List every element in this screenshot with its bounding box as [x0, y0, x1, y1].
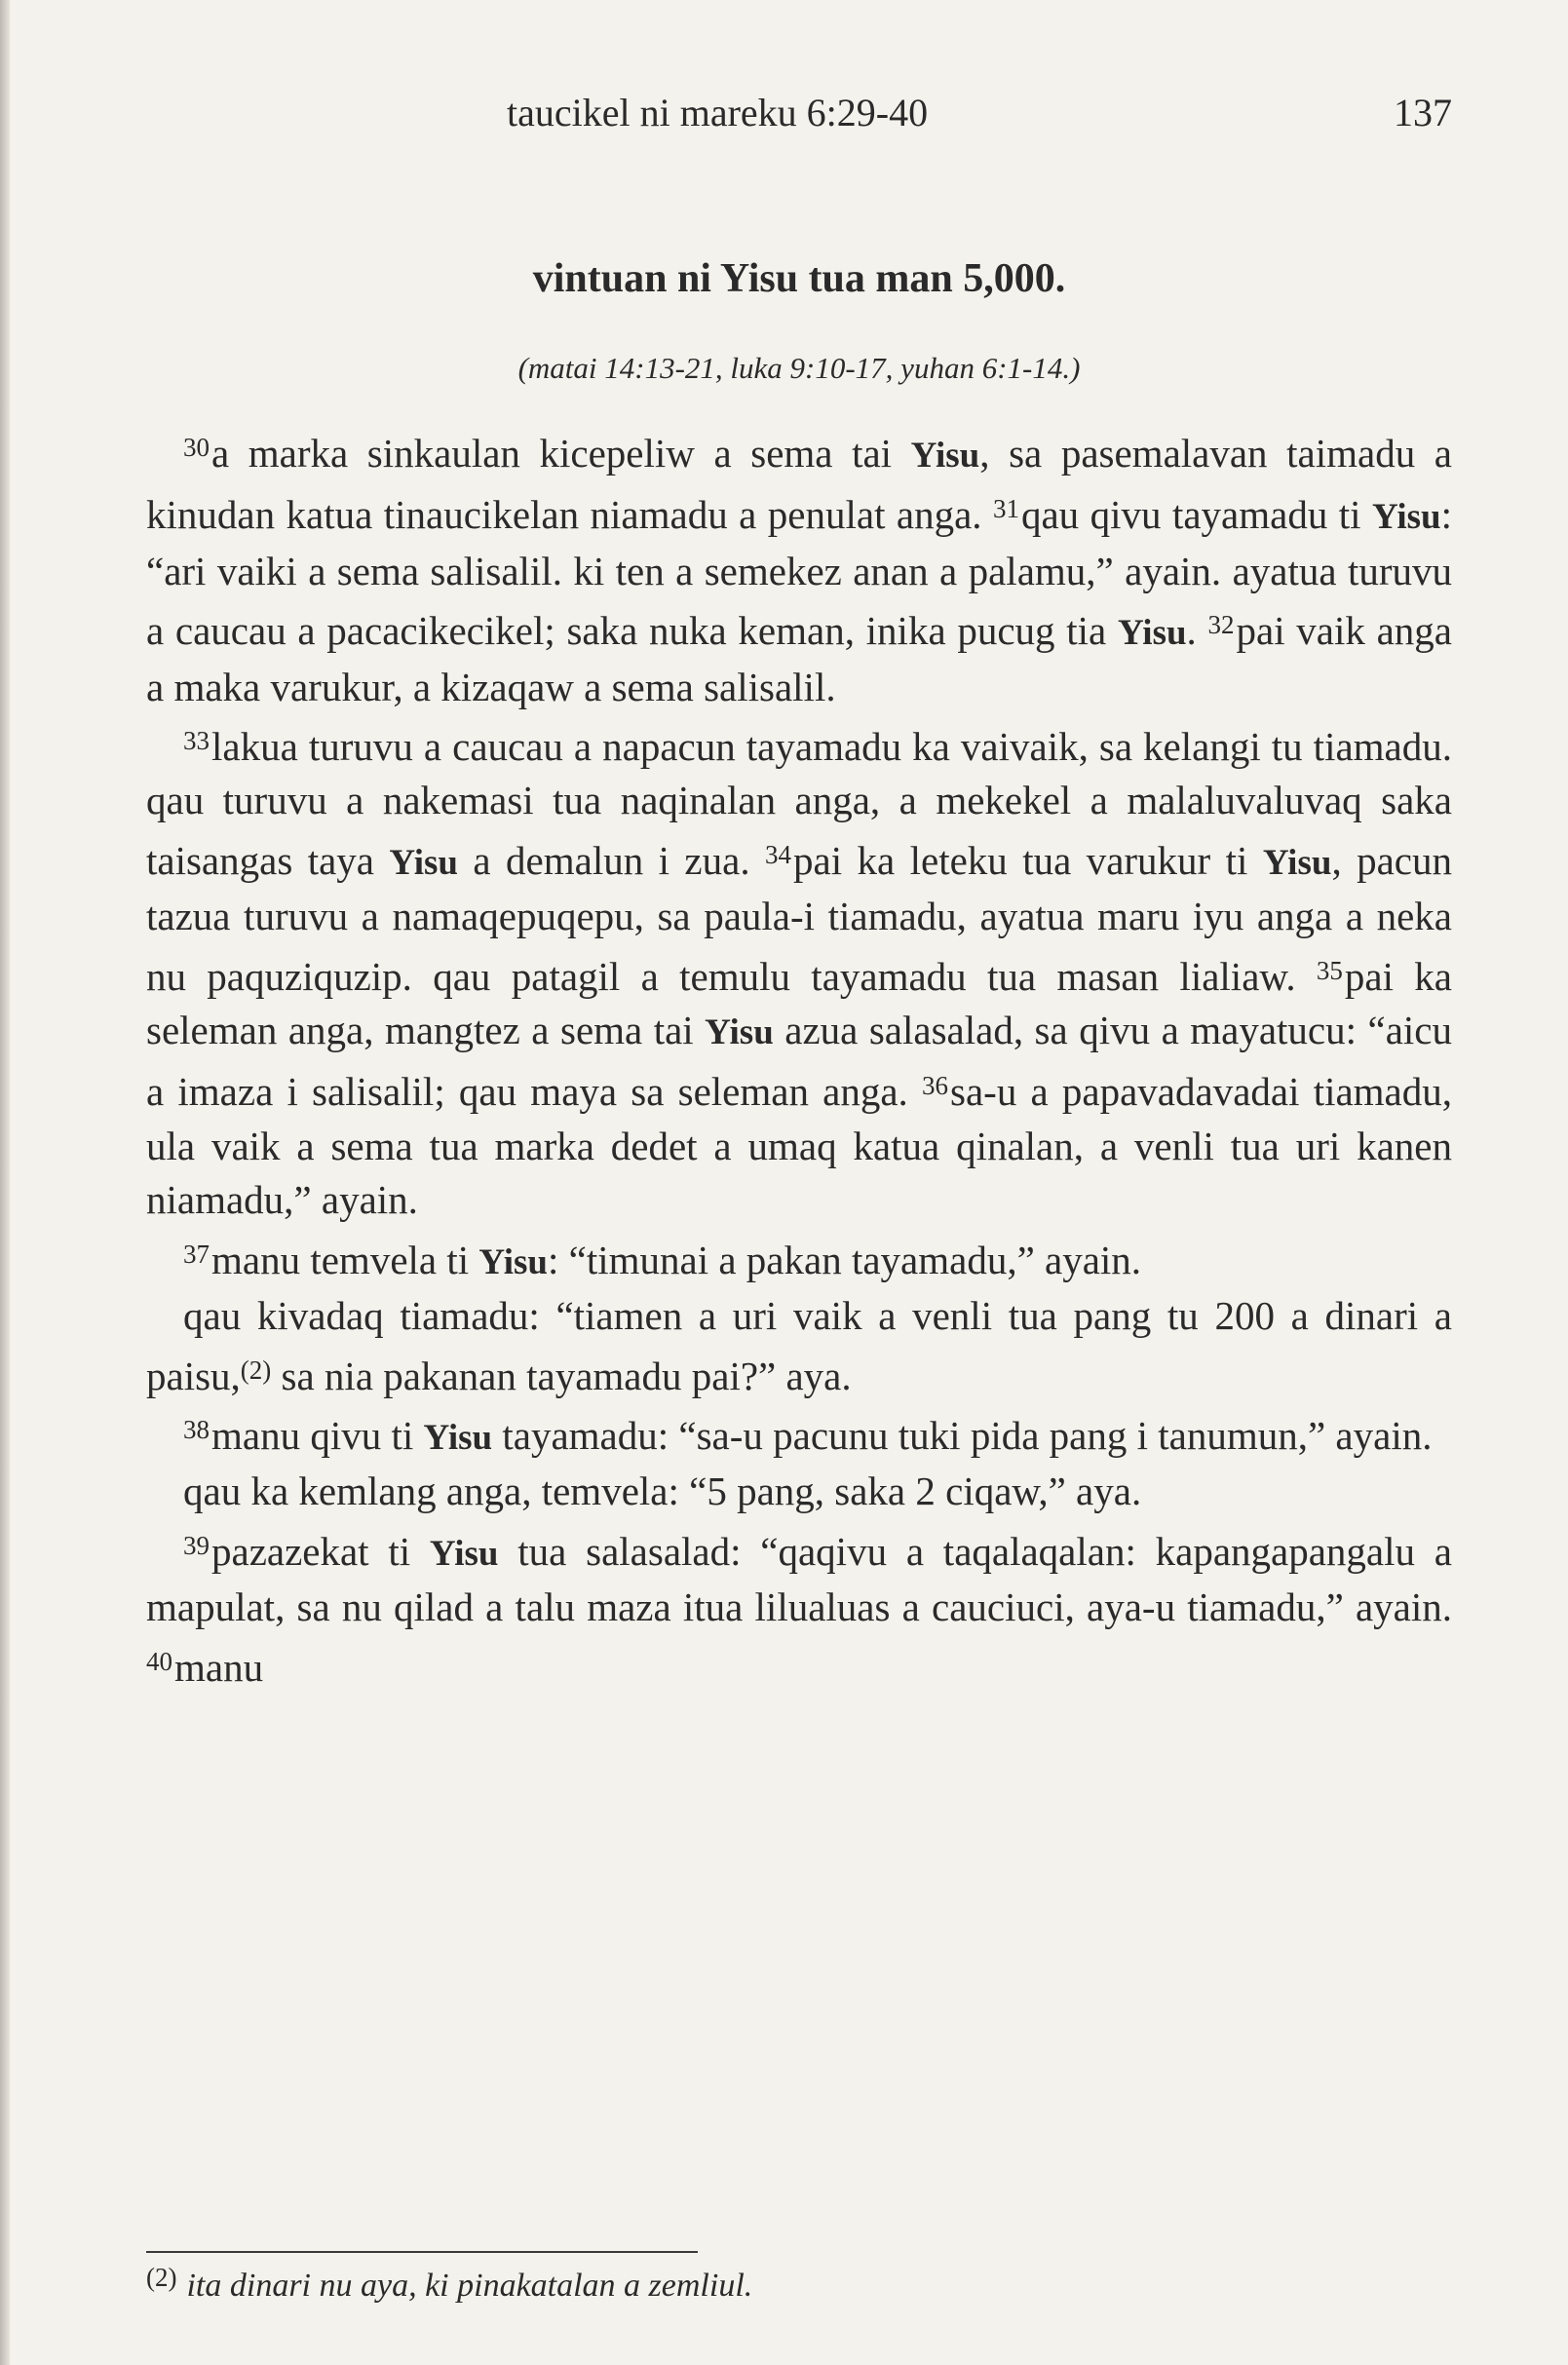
- paragraph-38-cont: qau ka kemlang anga, temvela: “5 pang, saka 2 ciqaw,” aya.: [183, 1469, 1142, 1514]
- verse-number: 31: [992, 494, 1019, 524]
- name-yisu: Yisu: [705, 1012, 774, 1053]
- paragraph-30: $^{30}$a marka sinkaulan kicepeliw a sema tai Yisu, sa pasemalavan taimadu a kinudan katua tinaucikelan niamadu a penulat anga. $^{31}$qau qivu tayamadu ti Yisu: “ari vaiki a sema salisalil. ki ten a semekez anan a palamu,” ayain. ayatua turuvu a caucau a pacacikecikel; saka nuka keman, inika pucug tia Yisu. $^{32}$pai vaik anga a maka varukur, a kizaqaw a sema salisalil.: [146, 431, 1453, 709]
- footnote-text: ita dinari nu aya, ki pinakatalan a zemliul.: [186, 2268, 753, 2304]
- running-title: taucikel ni mareku 6:29-40: [507, 91, 929, 134]
- footnote-divider: [146, 2251, 698, 2253]
- page-binding-edge: [0, 0, 10, 2365]
- section-title: vintuan ni Yisu tua man 5,000.: [532, 256, 1066, 301]
- parallel-references: (matai 14:13-21, luka 9:10-17, yuhan 6:1-14.): [517, 351, 1081, 385]
- name-yisu: Yisu: [478, 1241, 548, 1282]
- name-yisu: Yisu: [1371, 497, 1441, 538]
- name-yisu: Yisu: [423, 1417, 493, 1458]
- name-yisu: Yisu: [910, 436, 980, 476]
- verse-number: 37: [183, 1239, 210, 1269]
- paragraph-33: $^{33}$lakua turuvu a caucau a napacun tayamadu ka vaivaik, sa kelangi tu tiamadu. qau turuvu a nakemasi tua naqinalan anga, a mekekel a malaluvaluvaq saka taisangas taya Yisu a demalun i zua. $^{34}$pai ka leteku tua varukur ti Yisu, pacun tazua turuvu a namaqepuqepu, sa paula-i tiamadu, ayatua maru iyu anga a neka nu paquziquzip. qau patagil a temulu tayamadu tua masan lialiaw. $^{35}$pai ka seleman anga, mangtez a sema tai Yisu azua salasalad, sa qivu a mayatucu: “aicu a imaza i salisalil; qau maya sa seleman anga. $^{36}$sa-u a papavadavadai tiamadu, ula vaik a sema tua marka dedet a umaq katua qinalan, a venli tua uri kanen niamadu,” ayain.: [146, 724, 1453, 1223]
- verse-number: 36: [922, 1071, 949, 1101]
- verse-number: 30: [183, 433, 210, 462]
- name-yisu: Yisu: [1117, 613, 1187, 654]
- verse-number: 40: [146, 1646, 172, 1676]
- footnote-reference: (2): [240, 1354, 272, 1385]
- body-text: [146, 421, 1452, 1695]
- paragraph-39: $^{39}$pazazekat ti Yisu tua salasalad: “qaqivu a taqalaqalan: kapangapangalu a mapulat, sa nu qilad a talu maza itua lilualuas a cauciuci, aya-u tiamadu,” ayain. $^{40}$manu: [146, 1528, 1452, 1690]
- page-header: [146, 90, 1452, 136]
- paragraph-38: $^{38}$manu qivu ti Yisu tayamadu: “sa-u pacunu tuki pida pang i tanumun,” ayain.: [183, 1412, 1433, 1458]
- verse-number: 32: [1207, 610, 1235, 640]
- verse-number: 39: [183, 1530, 210, 1560]
- name-yisu: Yisu: [1262, 842, 1332, 883]
- verse-number: 35: [1316, 955, 1343, 985]
- page-number: 137: [1394, 91, 1452, 134]
- footnote-mark: (2): [146, 2263, 177, 2292]
- verse-number: 34: [765, 839, 791, 869]
- paragraph-37-cont: qau kivadaq tiamadu: “tiamen a uri vaik a venli tua pang tu 200 a dinari a paisu,$^{(2)}$ sa nia pakanan tayamadu pai?” aya.: [146, 1293, 1452, 1398]
- verse-number: 38: [183, 1414, 210, 1444]
- paragraph-37: $^{37}$manu temvela ti Yisu: “timunai a pakan tayamadu,” ayain.: [183, 1237, 1142, 1282]
- name-yisu: Yisu: [429, 1533, 499, 1574]
- footnote: [146, 2263, 1452, 2305]
- name-yisu: Yisu: [389, 842, 459, 883]
- verse-number: 33: [183, 726, 210, 756]
